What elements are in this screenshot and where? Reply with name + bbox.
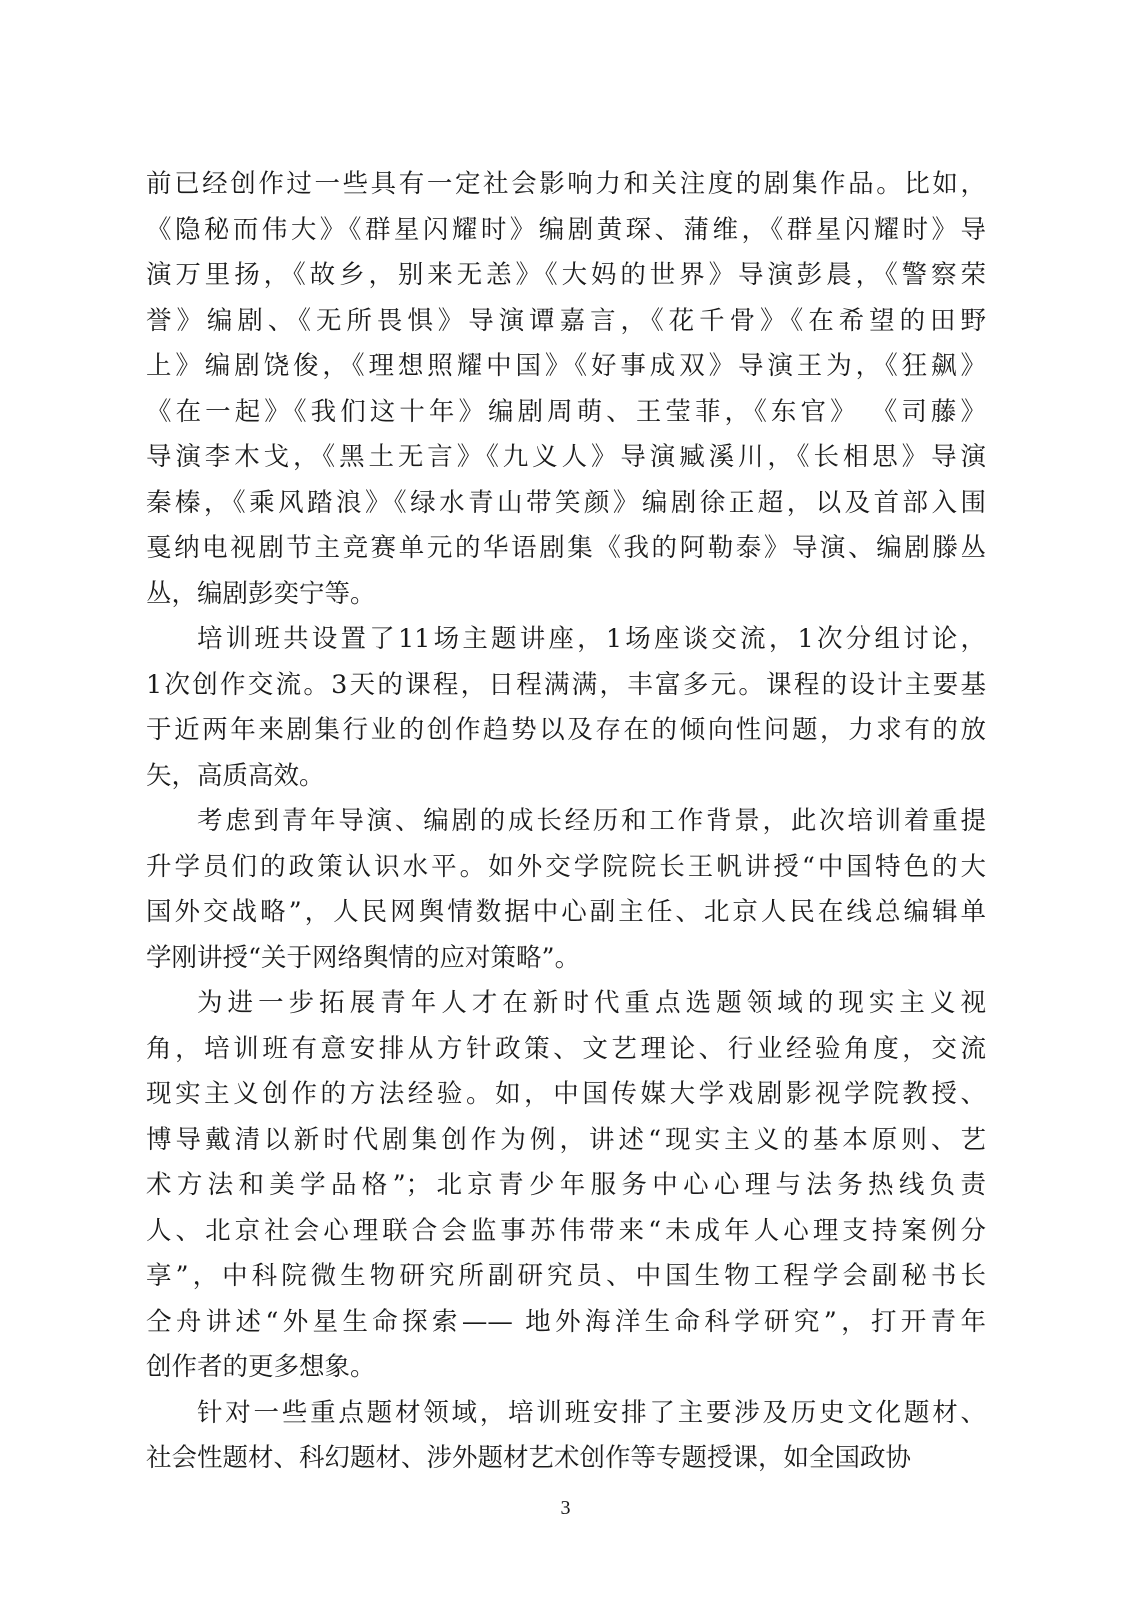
text-line: 导演李木戈，《黑土无言》《九义人》导演臧溪川，《长相思》导演 xyxy=(146,442,986,472)
paragraph xyxy=(146,1391,986,1482)
page-number: 3 xyxy=(560,1497,571,1519)
text-line: 考虑到青年导演、编剧的成长经历和工作背景，此次培训着重提 xyxy=(197,806,986,836)
text-line: 誉》编剧、《无所畏惧》导演谭嘉言，《花千骨》《在希望的田野 xyxy=(146,305,986,336)
paragraph xyxy=(146,799,986,981)
text-line: 针对一些重点题材领域，培训班安排了主要涉及历史文化题材、 xyxy=(197,1397,986,1428)
text-line: 矢，高质高效。 xyxy=(146,760,325,791)
text-line: 角，培训班有意安排从方针政策、文艺理论、行业经验角度，交流 xyxy=(146,1033,986,1064)
text-line: 秦榛，《乘风踏浪》《绿水青山带笑颜》编剧徐正超，以及首部入围 xyxy=(146,487,986,518)
text-line: 戛纳电视剧节主竞赛单元的华语剧集《我的阿勒泰》导演、编剧滕丛 xyxy=(146,533,986,563)
text-line: 国外交战略”，人民网舆情数据中心副主任、北京人民在线总编辑单 xyxy=(146,897,986,927)
text-line: 上》编剧饶俊，《理想照耀中国》《好事成双》导演王为，《狂飙》 xyxy=(146,351,986,381)
text-line: 《隐秘而伟大》《群星闪耀时》编剧黄琛、蒲维，《群星闪耀时》导 xyxy=(146,214,986,245)
text-line: 博导戴清以新时代剧集创作为例，讲述“现实主义的基本原则、艺 xyxy=(146,1124,986,1155)
text-line: 前已经创作过一些具有一定社会影响力和关注度的剧集作品。比如， xyxy=(146,169,986,199)
text-line: 仝舟讲述“外星生命探索—— 地外海洋生命科学研究”，打开青年 xyxy=(146,1306,986,1337)
document-body xyxy=(146,162,986,1482)
text-line: 培训班共设置了11场主题讲座，1场座谈交流，1次分组讨论， xyxy=(197,624,986,654)
paragraph xyxy=(146,162,986,617)
text-line: 升学员们的政策认识水平。如外交学院院长王帆讲授“中国特色的大 xyxy=(146,851,986,882)
text-line: 于近两年来剧集行业的创作趋势以及存在的倾向性问题，力求有的放 xyxy=(146,715,986,745)
text-line: 学刚讲授“关于网络舆情的应对策略”。 xyxy=(146,942,581,973)
text-line: 《在一起》《我们这十年》编剧周萌、王莹菲，《东官》 《司藤》 xyxy=(146,396,986,427)
text-line: 享”，中科院微生物研究所副研究员、中国生物工程学会副秘书长 xyxy=(146,1261,986,1291)
text-line: 人、北京社会心理联合会监事苏伟带来“未成年人心理支持案例分 xyxy=(146,1215,986,1246)
text-line: 丛，编剧彭奕宁等。 xyxy=(146,578,376,609)
text-line: 演万里扬，《故乡，别来无恙》《大妈的世界》导演彭晨，《警察荣 xyxy=(146,260,986,290)
text-line: 为进一步拓展青年人才在新时代重点选题领域的现实主义视 xyxy=(197,988,986,1018)
text-line: 社会性题材、科幻题材、涉外题材艺术创作等专题授课，如全国政协 xyxy=(146,1443,912,1473)
text-line: 术方法和美学品格”；北京青少年服务中心心理与法务热线负责 xyxy=(146,1170,986,1200)
paragraph xyxy=(146,981,986,1391)
text-line: 创作者的更多想象。 xyxy=(146,1352,376,1382)
text-line: 现实主义创作的方法经验。如，中国传媒大学戏剧影视学院教授、 xyxy=(146,1079,986,1109)
paragraph xyxy=(146,617,986,799)
text-line: 1次创作交流。3天的课程，日程满满，丰富多元。课程的设计主要基 xyxy=(146,669,986,700)
